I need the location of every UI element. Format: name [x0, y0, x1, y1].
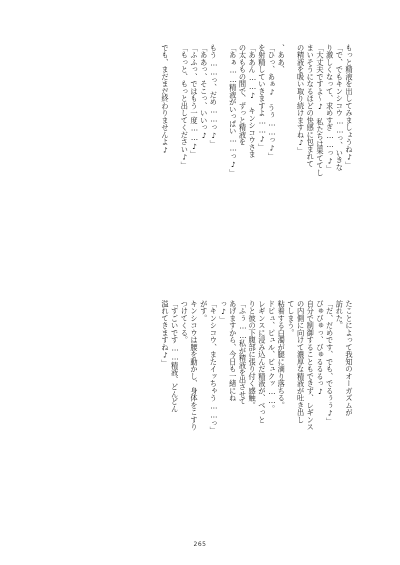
text-column: つけてくる。: [180, 300, 190, 344]
text-column: 「ふぅ……私が精液を出させて: [238, 300, 248, 406]
text-tier-lower: [62, 300, 354, 532]
text-column: 「で、でもキンシコウ……っ、いきな: [335, 44, 345, 171]
text-column: たことによって我知のオーガズムが: [345, 300, 354, 416]
text-column: の精液を吸い取り続けますね♪」: [296, 44, 306, 155]
text-column: 「大丈夫ですよ～♪ 私たちは果ててし: [315, 44, 325, 177]
text-column: 「すごいです……精液、どんどん: [170, 300, 180, 413]
text-column: ドピュ、ピュル、ビュクッ……。: [267, 300, 277, 413]
text-column: [286, 44, 296, 290]
text-column: 粘着する白濁が腿に滴り落ちる。: [277, 300, 287, 409]
text-column: の太ももの間で、ずっと精液を: [238, 44, 248, 146]
text-tier-upper: [62, 44, 354, 290]
text-column: 「ああん……♪ キンシコウさま: [248, 44, 258, 159]
text-column: 、ああ、: [277, 44, 287, 73]
text-column: 「だ、だめです、でも、でるぅぅ♪」: [325, 300, 335, 426]
text-column: もっと精液を出してみましょうね♪」: [345, 44, 354, 170]
text-column: りと彼の下腹部に張り付く感触。: [248, 300, 258, 409]
text-column: 溢れてきますね♪」: [160, 300, 170, 368]
text-column: 「ひっ、あぁ♪ うぅ……っ♪」: [267, 44, 277, 160]
text-column: [170, 44, 180, 290]
text-column: がす。: [199, 300, 209, 322]
text-column: の内側に向けて濃厚な精液が吐き出し: [296, 300, 306, 424]
text-column: り激しくなって、求めすぎ……っ♪」: [325, 44, 335, 173]
text-column: でも、まだまだ終わりませんよ♪: [160, 44, 170, 155]
text-column: びゅびゅっ、びゅるるるっ♪: [315, 300, 325, 397]
page-number: 265: [193, 541, 207, 548]
text-column: まいそうになるほどの快感に包まれて: [306, 44, 316, 168]
text-column: もう……っ、だめ……っ♪」: [209, 44, 219, 148]
text-column: 訪れた。: [335, 300, 345, 329]
text-column: 自分で制御することもできず、レギンス: [306, 300, 316, 431]
text-column: っ♪」: [219, 300, 229, 324]
text-column: 「ああっ、そこっ、いいっ♪: [199, 44, 209, 141]
text-column: 「もっと、もっと出してください♪」: [180, 44, 190, 170]
text-column: あげますから、今日も一緒にね: [228, 300, 238, 402]
text-column: 「ふふっ、ではもう一度……♪」: [190, 44, 199, 159]
text-column: 「あぁ……精液がいっぱい……っ♪」: [228, 44, 238, 177]
text-column: を射精していきますよ……♪」: [257, 44, 267, 151]
text-column: キンシコウは腰を動かし、身体をこすり: [190, 300, 199, 431]
text-column: レギンスに浸み込んだ精液が、べっと: [257, 300, 267, 424]
text-column: てしまう。: [286, 300, 296, 337]
text-column: 「キンシコウ、またイッちゃう……っ」: [209, 300, 219, 435]
text-column: [218, 44, 228, 290]
